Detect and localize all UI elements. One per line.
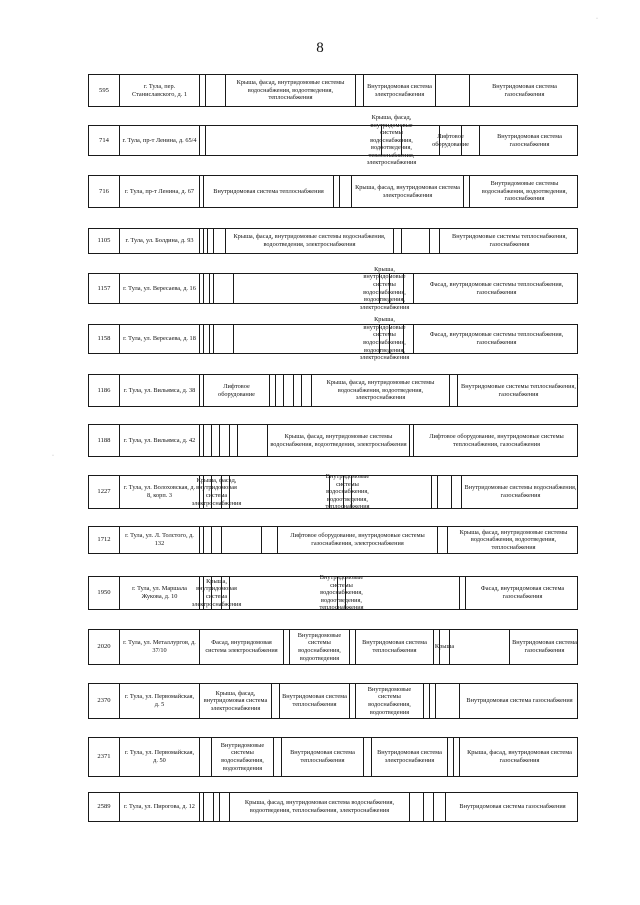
work-cell: Внутридомовые системы теплоснабжения, газоснабжения [439,229,579,253]
address-cell: г. Тула, ул. Металлургов, д. 37/10 [119,630,199,664]
empty-cell [389,325,403,353]
work-cell: Внутридомовая система теплоснабжения [279,684,349,718]
work-cell: Внутридомовые системы водоснабжения, водоотведения, газоснабжения [469,176,579,207]
work-cell: Крыша, внутридомовые системы водоснабжения, водоотведения, электроснабжения [359,316,410,362]
table-row [88,792,578,822]
work-cell: Крыша, фасад, внутридомовая система водоснабжения, водоотведения, теплоснабжения, электроснабжения [229,793,409,821]
empty-cell [211,425,219,456]
table-row [88,683,578,719]
empty-cell [237,425,267,456]
row-number: 2020 [97,643,111,651]
work-cell: Внутридомовые системы водоснабжения, водоотведения [211,738,273,776]
row-number: 2589 [97,803,111,811]
work-cell: Крыша, фасад, внутридомовые системы водоснабжения, водоотведения, электроснабжения [225,229,393,253]
empty-cell [293,375,301,406]
empty-cell [219,425,229,456]
empty-cell [233,325,379,353]
address-cell: г. Тула, ул. Вересаева, д. 18 [119,325,199,353]
empty-cell [345,577,459,609]
work-cell: Крыша, фасад, внутридомовая система электроснабжения [191,476,242,507]
work-cell: Внутридомовые системы водоснабжения, водоотведения, теплоснабжения [319,574,364,612]
row-number: 714 [99,136,109,144]
work-cell: Внутридомовая система теплоснабжения [355,630,433,664]
empty-cell [409,793,423,821]
address-cell: г. Тула, ул. Пирогова, д. 12 [119,793,199,821]
empty-cell [389,274,403,303]
empty-cell [339,176,351,207]
work-cell: Внутридомовая система газоснабжения [469,75,579,106]
table-row [88,576,578,610]
work-cell: Внутридомовая система теплоснабжения [281,738,363,776]
address-cell: г. Тула, ул. Первомайская, д. 5 [119,684,199,718]
empty-cell [423,793,433,821]
work-cell: Крыша, фасад, внутридомовые системы водоснабжения, водоотведения, теплоснабжения, электроснабжения [366,113,417,167]
empty-cell [393,229,401,253]
empty-cell [229,476,329,508]
work-cell: Крыша, фасад, внутридомовые системы водоснабжения, водоотведения, электроснабжения [311,375,449,406]
address-cell: г. Тула, ул. Вильямса, д. 38 [119,375,199,406]
work-cell: Внутридомовая система электроснабжения [371,738,447,776]
row-number: 1105 [97,237,111,245]
table-row [88,475,578,509]
row-number: 1227 [97,488,111,496]
work-cell: Фасад, внутридомовая система электроснабжения [199,630,283,664]
empty-cell [203,793,213,821]
row-number: 1950 [97,589,111,597]
row-number: 595 [99,86,109,94]
empty-cell [221,577,229,609]
empty-cell [229,425,237,456]
table-row [88,424,578,457]
empty-cell [213,229,225,253]
empty-cell [203,527,211,553]
empty-cell [275,375,283,406]
empty-cell [435,684,459,718]
table-row [88,526,578,554]
work-cell: Крыша, внутридомовые системы водоснабжения, водоотведения, электроснабжения [359,265,410,311]
empty-cell [363,738,371,776]
empty-cell [437,476,451,508]
address-cell: г. Тула, ул. Волоховская, д. 8, корп. 3 [119,476,199,508]
work-cell: Внутридомовая система электроснабжения [363,75,435,106]
work-cell: Крыша, внутридомовая система электроснабжения [191,577,242,608]
work-cell: Внутридомовая система газоснабжения [459,684,579,718]
table-row [88,629,578,665]
row-number: 2370 [97,697,111,705]
work-cell: Лифтовое оборудование [203,375,269,406]
row-number: 1712 [97,536,111,544]
work-cell: Крыша, фасад, внутридомовая система электроснабжения [199,684,271,718]
table-row [88,265,578,311]
address-cell: г. Тула, ул. Вересаева, д. 16 [119,274,199,303]
address-cell: г. Тула, ул. Маршала Жукова, д. 10 [119,577,199,609]
empty-cell [213,274,233,303]
empty-cell [211,527,221,553]
empty-cell [429,229,439,253]
work-cell: Внутридомовые системы водоснабжения, водоотведения [355,684,423,718]
work-cell: Крыша [439,630,449,664]
work-cell: Крыша, фасад, внутридомовые системы водоснабжения, водоотведения, теплоснабжения [225,75,355,106]
table-row [88,316,578,362]
table-row [88,74,578,107]
empty-cell [351,476,431,508]
empty-cell [401,229,429,253]
empty-cell [199,738,211,776]
work-cell: Внутридомовая система газоснабжения [509,630,579,664]
work-cell: Лифтовое оборудование, внутридомовые системы теплоснабжения, газоснабжения [413,425,579,456]
empty-cell [221,527,261,553]
empty-cell [271,684,279,718]
empty-cell [273,738,281,776]
empty-cell [451,476,461,508]
address-cell: г. Тула, ул. Первомайская, д. 50 [119,738,199,776]
work-cell: Внутридомовые системы теплоснабжения, газоснабжения [457,375,579,406]
empty-cell [403,325,413,353]
table-row [88,737,578,777]
empty-cell [461,126,479,155]
empty-cell [261,527,277,553]
work-cell: Лифтовое оборудование, внутридомовые системы газоснабжения, электроснабжения [277,527,437,553]
table-row [88,175,578,208]
work-cell: Крыша, фасад, внутридомовая система электроснабжения [351,176,463,207]
empty-cell [283,375,293,406]
empty-cell [403,274,413,303]
row-number: 1186 [97,386,111,394]
empty-cell [203,425,211,456]
row-number: 1188 [97,436,111,444]
empty-cell [437,527,447,553]
work-cell: Внутридомовая система газоснабжения [445,793,579,821]
work-cell: Фасад, внутридомовые системы теплоснабжения, газоснабжения [413,325,579,353]
work-cell: Лифтовое оборудование [439,126,461,155]
work-cell: Крыша, фасад, внутридомовая система газоснабжения [459,738,579,776]
empty-cell [213,325,233,353]
row-number: 2371 [97,753,111,761]
work-cell: Крыша, фасад, внутридомовые системы водоснабжения, водоотведения, теплоснабжения [447,527,579,553]
row-number: 716 [99,187,109,195]
empty-cell [449,630,509,664]
row-number: 1158 [97,335,111,343]
work-cell: Фасад, внутридомовая система газоснабжения [465,577,579,609]
scan-speck: · [578,376,580,382]
table-row [88,228,578,254]
address-cell: г. Тула, пр-т Ленина, д. 65/4 [119,126,199,155]
table-row [88,113,578,167]
address-cell: г. Тула, пер. Станиславского, д. 1 [119,75,199,106]
empty-cell [205,75,225,106]
address-cell: г. Тула, ул. Болдина, д. 93 [119,229,199,253]
empty-cell [435,75,469,106]
work-cell: Фасад, внутридомовые системы теплоснабжения, газоснабжения [413,274,579,303]
work-cell: Внутридомовые системы водоснабжения, водоотведения [289,630,349,664]
work-cell: Внутридомовая система теплоснабжения [203,176,333,207]
empty-cell [221,476,229,508]
empty-cell [433,793,445,821]
empty-cell [233,274,379,303]
work-cell: Внутридомовые системы водоснабжения, газоснабжения [461,476,579,508]
empty-cell [301,375,311,406]
work-cell: Внутридомовые системы водоснабжения, водоотведения, теплоснабжения [325,473,370,511]
page-number: 8 [316,40,324,56]
row-number: 1157 [97,284,111,292]
work-cell: Крыша, фасад, внутридомовые системы водоснабжения, водоотведения, электроснабжения [267,425,409,456]
work-cell: Внутридомовая система газоснабжения [479,126,579,155]
scan-speck: · [596,16,598,22]
empty-cell [205,126,381,155]
table-row [88,374,578,407]
address-cell: г. Тула, ул. Л. Толстого, д. 132 [119,527,199,553]
empty-cell [449,375,457,406]
empty-cell [355,75,363,106]
scan-speck: · [52,453,54,459]
empty-cell [219,793,229,821]
address-cell: г. Тула, пр-т Ленина, д. 67 [119,176,199,207]
address-cell: г. Тула, ул. Вильямса, д. 42 [119,425,199,456]
